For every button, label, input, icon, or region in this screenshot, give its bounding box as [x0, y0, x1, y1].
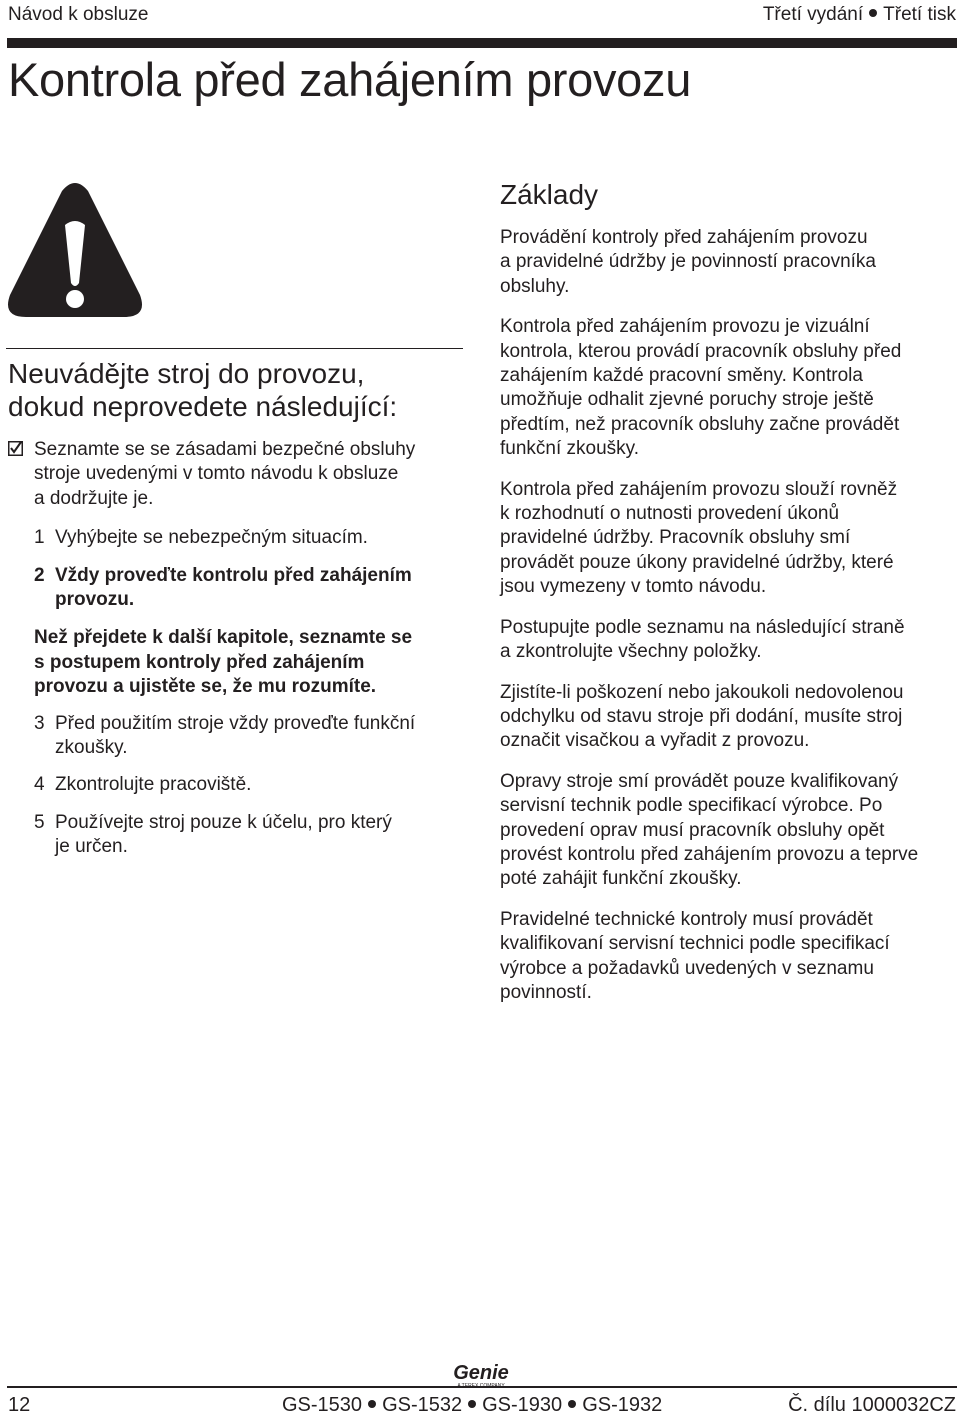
bold-note: [8, 626, 468, 699]
step-item: [8, 773, 468, 797]
header-print-label: Třetí tisk: [883, 4, 956, 25]
paragraph-line: zahájením každé pracovní směny. Kontrola: [500, 365, 863, 387]
paragraph-line: výrobce a požadavků uvedených v seznamu: [500, 957, 874, 979]
step-text: je určen.: [55, 836, 128, 858]
paragraph-line: jsou vymezeny v tomto návodu.: [500, 576, 767, 598]
paragraph-line: označit visačkou a vyřadit z provozu.: [500, 730, 810, 752]
paragraph-line: Opravy stroje smí provádět pouze kvalifikovaný: [500, 770, 899, 792]
paragraph-line: předtím, než pracovník obsluhy začne provádět: [500, 413, 900, 435]
header-manual-title: Návod k obsluze: [8, 4, 149, 25]
safety-rules-line: Seznamte se se zásadami bezpečné obsluhy: [34, 439, 416, 460]
body-paragraph: [500, 616, 950, 665]
paragraph-line: Postupujte podle seznamu na následující straně: [500, 616, 905, 638]
step-text: Zkontrolujte pracoviště.: [55, 774, 252, 796]
left-column: [8, 438, 468, 860]
step-text: Používejte stroj pouze k účelu, pro který: [55, 811, 392, 833]
step-item: [8, 526, 468, 550]
step-number: 1: [34, 527, 45, 549]
paragraph-line: provést kontrolu před zahájením provozu a teprve: [500, 843, 919, 865]
part-number: Č. dílu 1000032CZ: [788, 1394, 956, 1416]
paragraph-line: Provádění kontroly před zahájením provozu: [500, 227, 868, 248]
step-number: 4: [34, 774, 45, 796]
step-text: Před použitím stroje vždy proveďte funkční: [55, 712, 416, 734]
warning-title: [8, 357, 468, 423]
paragraph-line: Kontrola před zahájením provozu je vizuální: [500, 316, 870, 338]
paragraph-line: Zjistíte-li poškození nebo jakoukoli nedovolenou: [500, 681, 904, 703]
bullet-dot: [468, 1400, 476, 1408]
step-number: 5: [34, 811, 45, 833]
header-edition: [763, 4, 956, 26]
step-text: Vždy proveďte kontrolu před zahájením: [55, 564, 412, 586]
warning-rule: [6, 348, 463, 349]
step-item: [8, 564, 468, 613]
body-paragraph: [500, 770, 950, 892]
model-name: GS-1532: [382, 1394, 463, 1416]
paragraph-line: funkční zkoušky.: [500, 438, 640, 460]
right-column: [500, 178, 950, 1021]
body-paragraph: [500, 681, 950, 754]
safety-rules-line: a dodržujte je.: [34, 487, 154, 509]
paragraph-line: Kontrola před zahájením provozu slouží rovněž: [500, 478, 898, 500]
paragraph-line: obsluhy.: [500, 275, 570, 297]
paragraph-line: Pravidelné technické kontroly musí provádět: [500, 908, 873, 930]
paragraph-line: k rozhodnutí o nutnosti provedení úkonů: [500, 503, 840, 525]
footer-rule: [7, 1386, 957, 1388]
paragraph-line: kvalifikovaní servisní technici podle specifikací: [500, 933, 890, 955]
bold-note-line: s postupem kontroly před zahájením: [34, 651, 365, 673]
paragraph-line: poté zahájit funkční zkoušky.: [500, 868, 742, 890]
body-paragraph: [500, 315, 950, 461]
paragraph-line: povinností.: [500, 981, 592, 1003]
checked-box-icon: [8, 441, 23, 456]
paragraph-line: a zkontrolujte všechny položky.: [500, 641, 762, 663]
step-number: 3: [34, 712, 45, 734]
model-name: GS-1932: [582, 1394, 663, 1416]
bullet-dot: [368, 1400, 376, 1408]
body-paragraph: [500, 226, 950, 299]
paragraph-line: servisní technik podle specifikací výrobce. Po: [500, 795, 883, 817]
model-name: GS-1530: [282, 1394, 363, 1416]
step-number: 2: [34, 564, 45, 586]
body-paragraph: [500, 478, 950, 600]
model-name: GS-1930: [482, 1394, 563, 1416]
paragraph-line: provádět pouze úkony pravidelné údržby, které: [500, 551, 894, 573]
header-edition-label: Třetí vydání: [762, 4, 864, 25]
bullet-dot: [869, 9, 877, 17]
warning-title-line: Neuvádějte stroj do provozu,: [8, 358, 365, 389]
step-text: provozu.: [55, 589, 135, 611]
body-paragraph: [500, 908, 950, 1006]
paragraph-line: umožňuje odhalit zjevné poruchy stroje ještě: [500, 389, 874, 411]
page-title: Kontrola před zahájením provozu: [8, 53, 692, 106]
warning-title-line: dokud neprovedete následující:: [8, 391, 398, 422]
paragraph-line: pravidelné údržby. Pracovník obsluhy smí: [500, 527, 851, 549]
page-number: 12: [8, 1394, 31, 1416]
paragraph-line: a pravidelné údržby je povinností pracovníka: [500, 251, 877, 273]
section-heading: Základy: [500, 179, 599, 210]
step-text: zkoušky.: [55, 737, 128, 759]
paragraph-line: odchylku od stavu stroje při dodání, musíte stroj: [500, 705, 903, 727]
safety-rules-item: [8, 438, 468, 511]
step-item: [8, 712, 468, 761]
model-list: [282, 1394, 662, 1417]
logo-wordmark: Genie: [453, 1362, 509, 1384]
bold-note-line: provozu a ujistěte se, že mu rozumíte.: [34, 676, 377, 698]
safety-rules-line: stroje uvedenými v tomto návodu k obsluze: [34, 463, 399, 485]
bullet-dot: [568, 1400, 576, 1408]
header-rule: [7, 38, 957, 48]
paragraph-line: provedení oprav musí pracovník obsluhy opět: [500, 819, 885, 841]
right-paragraphs: [500, 226, 950, 1005]
step-text: Vyhýbejte se nebezpečným situacím.: [55, 527, 368, 549]
step-item: [8, 811, 468, 860]
paragraph-line: kontrola, kterou provádí pracovník obsluhy před: [500, 340, 902, 362]
warning-triangle-icon: [6, 183, 144, 320]
bold-note-line: Než přejdete k další kapitole, seznamte se: [34, 627, 413, 649]
